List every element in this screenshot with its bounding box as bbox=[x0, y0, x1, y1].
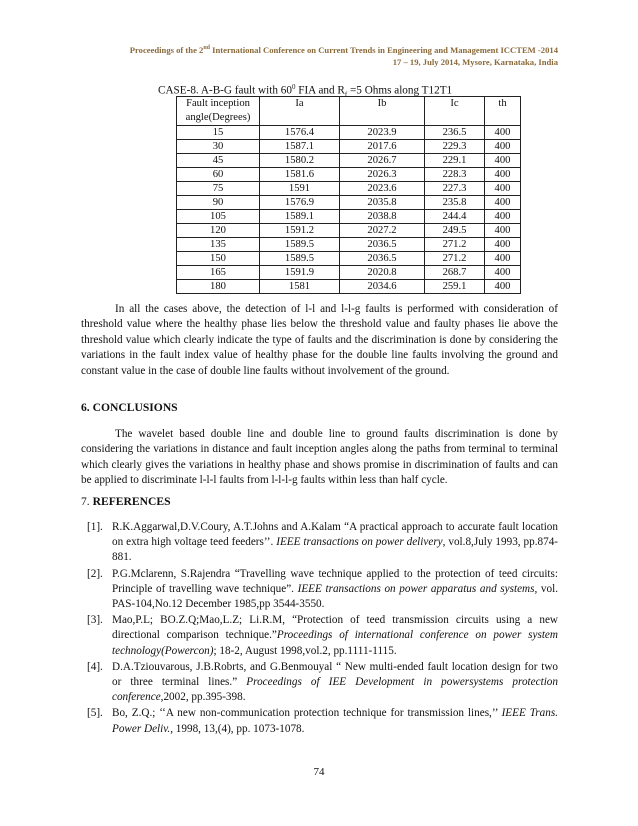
reference-number: [4]. bbox=[87, 660, 103, 673]
table-row bbox=[177, 280, 521, 294]
table-header-row bbox=[177, 97, 521, 126]
table-cell: 1581.6 bbox=[260, 168, 340, 182]
reference-number: [3]. bbox=[87, 614, 103, 627]
table-cell: 1576.4 bbox=[260, 126, 340, 140]
table-cell: 229.1 bbox=[425, 154, 485, 168]
table-row bbox=[177, 210, 521, 224]
table-cell: 228.3 bbox=[425, 168, 485, 182]
table-cell: 400 bbox=[485, 126, 521, 140]
table-row bbox=[177, 126, 521, 140]
table-cell: 1580.2 bbox=[260, 154, 340, 168]
table-cell: 135 bbox=[177, 238, 260, 252]
reference-source: IEEE transactions on power apparatus and systems, bbox=[297, 582, 538, 595]
page-number: 74 bbox=[313, 766, 325, 778]
reference-text: Bo, Z.Q.; ‘‘A new non-communication protection technique for transmission lines,’’ bbox=[112, 707, 502, 720]
table-cell: 400 bbox=[485, 196, 521, 210]
table-cell: 259.1 bbox=[425, 280, 485, 294]
table-cell: 165 bbox=[177, 266, 260, 280]
table-cell: 249.5 bbox=[425, 224, 485, 238]
reference-details: ; 18-2, August 1998,vol.2, pp.1111-1115. bbox=[213, 644, 397, 657]
column-header: Ib bbox=[340, 97, 425, 126]
table-cell: 30 bbox=[177, 140, 260, 154]
reference-list bbox=[81, 520, 558, 738]
table-cell: 268.7 bbox=[425, 266, 485, 280]
table-cell: 1587.1 bbox=[260, 140, 340, 154]
table-cell: 60 bbox=[177, 168, 260, 182]
table-cell: 400 bbox=[485, 252, 521, 266]
reference-number: [2]. bbox=[87, 567, 103, 580]
reference-text: P.G.Mclarenn, S.Rajendra “Travelling wave technique applied to the protection of teed circuits: Principle of travelling wave technique”. bbox=[112, 567, 558, 595]
reference-details: , vol.8,July 1993, pp.874-881. bbox=[112, 536, 559, 564]
header-line-1: Proceedings of the 2nd International Conference on Current Trends in Engineering and Management ICCTEM -2014 bbox=[129, 45, 558, 55]
table-cell: 400 bbox=[485, 280, 521, 294]
table-row bbox=[177, 266, 521, 280]
reference-text: D.A.Tziouvarous, J.B.Robrts, and G.Benmouyal “ New multi-ended fault location design for two or three terminal lines.” bbox=[112, 660, 558, 689]
table-cell: 271.2 bbox=[425, 238, 485, 252]
table-cell: 2026.7 bbox=[340, 154, 425, 168]
table-cell: 400 bbox=[485, 168, 521, 182]
table-cell: 1589.5 bbox=[260, 252, 340, 266]
fault-current-table bbox=[176, 96, 521, 294]
table-cell: 400 bbox=[485, 266, 521, 280]
table-cell: 400 bbox=[485, 210, 521, 224]
table-cell: 45 bbox=[177, 154, 260, 168]
table-cell: 2027.2 bbox=[340, 224, 425, 238]
table-row bbox=[177, 168, 521, 182]
reference-item bbox=[81, 706, 558, 736]
table-cell: 400 bbox=[485, 238, 521, 252]
table-cell: 227.3 bbox=[425, 182, 485, 196]
table-cell: 400 bbox=[485, 154, 521, 168]
reference-number: [5]. bbox=[87, 707, 103, 720]
table-row bbox=[177, 224, 521, 238]
table-cell: 2036.5 bbox=[340, 238, 425, 252]
reference-source: Proceedings of IEE Development in powersystems protection conference bbox=[112, 676, 558, 704]
table-cell: 15 bbox=[177, 126, 260, 140]
reference-item bbox=[81, 567, 558, 613]
table-cell: 1581 bbox=[260, 280, 340, 294]
table-cell: 2034.6 bbox=[340, 280, 425, 294]
table-cell: 2017.6 bbox=[340, 140, 425, 154]
reference-text: Mao,P.L; BO.Z.Q;Mao,L.Z; Li.R.M, “Protection of teed transmission circuits using a new directional comparison technique.” bbox=[112, 614, 558, 642]
column-header: Ia bbox=[260, 97, 340, 126]
table-row bbox=[177, 140, 521, 154]
header-line-2: 17 – 19, July 2014, Mysore, Karnataka, India bbox=[392, 57, 558, 67]
table-cell: 2038.8 bbox=[340, 210, 425, 224]
table-cell: 244.4 bbox=[425, 210, 485, 224]
column-header: th bbox=[485, 97, 521, 126]
conclusions-paragraph: The wavelet based double line and double line to ground faults discrimination is done by considering the variations in distance and fault inception angles along the paths from terminal to terminal which clearly gives the variations in healthy phase and shows promise in discrimination of faults and can be applied to discriminate l-l-l faults from l-l-l-g faults within less than half cycle. bbox=[81, 428, 558, 487]
table-cell: 235.8 bbox=[425, 196, 485, 210]
reference-details: vol. PAS-104,No.12 December 1985,pp 3544-3550. bbox=[112, 582, 559, 611]
reference-item bbox=[81, 660, 558, 706]
table-row bbox=[177, 252, 521, 266]
table-cell: 271.2 bbox=[425, 252, 485, 266]
table-row bbox=[177, 154, 521, 168]
table-cell: 180 bbox=[177, 280, 260, 294]
table-cell: 105 bbox=[177, 210, 260, 224]
table-cell: 229.3 bbox=[425, 140, 485, 154]
table-cell: 2023.9 bbox=[340, 126, 425, 140]
reference-details: ,2002, pp.395-398. bbox=[160, 691, 246, 704]
reference-source: IEEE Trans. Power Deliv. bbox=[112, 707, 558, 735]
table-cell: 1591.2 bbox=[260, 224, 340, 238]
table-caption: CASE-8. A-B-G fault with $60^0$ FIA and $R_f =5$ Ohms along T12T1 bbox=[158, 83, 453, 99]
conclusions-heading: 6. CONCLUSIONS bbox=[81, 401, 178, 414]
table-cell: 1589.5 bbox=[260, 238, 340, 252]
table-cell: 90 bbox=[177, 196, 260, 210]
column-header: Ic bbox=[425, 97, 485, 126]
table-cell: 75 bbox=[177, 182, 260, 196]
reference-source: Proceedings of international conference on power system technology(Powercon) bbox=[112, 629, 558, 657]
reference-source: IEEE transactions on power delivery bbox=[276, 536, 443, 549]
table-cell: 2020.8 bbox=[340, 266, 425, 280]
table-row bbox=[177, 196, 521, 210]
table-cell: 2036.5 bbox=[340, 252, 425, 266]
reference-item bbox=[81, 613, 558, 659]
table-cell: 236.5 bbox=[425, 126, 485, 140]
reference-details: , 1998, 13,(4), pp. 1073-1078. bbox=[170, 722, 305, 735]
table-cell: 120 bbox=[177, 224, 260, 238]
table-cell: 150 bbox=[177, 252, 260, 266]
column-header: Fault inception angle(Degrees) bbox=[177, 97, 260, 126]
reference-item bbox=[81, 520, 558, 566]
table-cell: 400 bbox=[485, 140, 521, 154]
reference-text: R.K.Aggarwal,D.V.Coury, A.T.Johns and A.Kalam “A practical approach to accurate fault location on extra high voltage teed feeders’’. bbox=[112, 521, 558, 549]
table-cell: 1576.9 bbox=[260, 196, 340, 210]
discussion-paragraph: In all the cases above, the detection of l-l and l-l-g faults is performed with consideration of threshold value where the healthy phase lies below the threshold value and faulty phases lie above the threshold value which clearly indicate the type of faults and the discrimination is done by considering the variations in the fault index value of healthy phase for the double line faults involving the ground and constant value in the case of double line faults without involvement of the ground. bbox=[81, 303, 558, 377]
table-cell: 2026.3 bbox=[340, 168, 425, 182]
proceedings-header bbox=[78, 44, 558, 68]
table-cell: 400 bbox=[485, 224, 521, 238]
table-row bbox=[177, 182, 521, 196]
reference-number: [1]. bbox=[87, 521, 103, 533]
references-heading: 7. REFERENCES bbox=[81, 495, 171, 508]
table-row bbox=[177, 238, 521, 252]
table-cell: 1591.9 bbox=[260, 266, 340, 280]
table-cell: 400 bbox=[485, 182, 521, 196]
table-cell: 2023.6 bbox=[340, 182, 425, 196]
table-cell: 1589.1 bbox=[260, 210, 340, 224]
table-cell: 2035.8 bbox=[340, 196, 425, 210]
table-cell: 1591 bbox=[260, 182, 340, 196]
